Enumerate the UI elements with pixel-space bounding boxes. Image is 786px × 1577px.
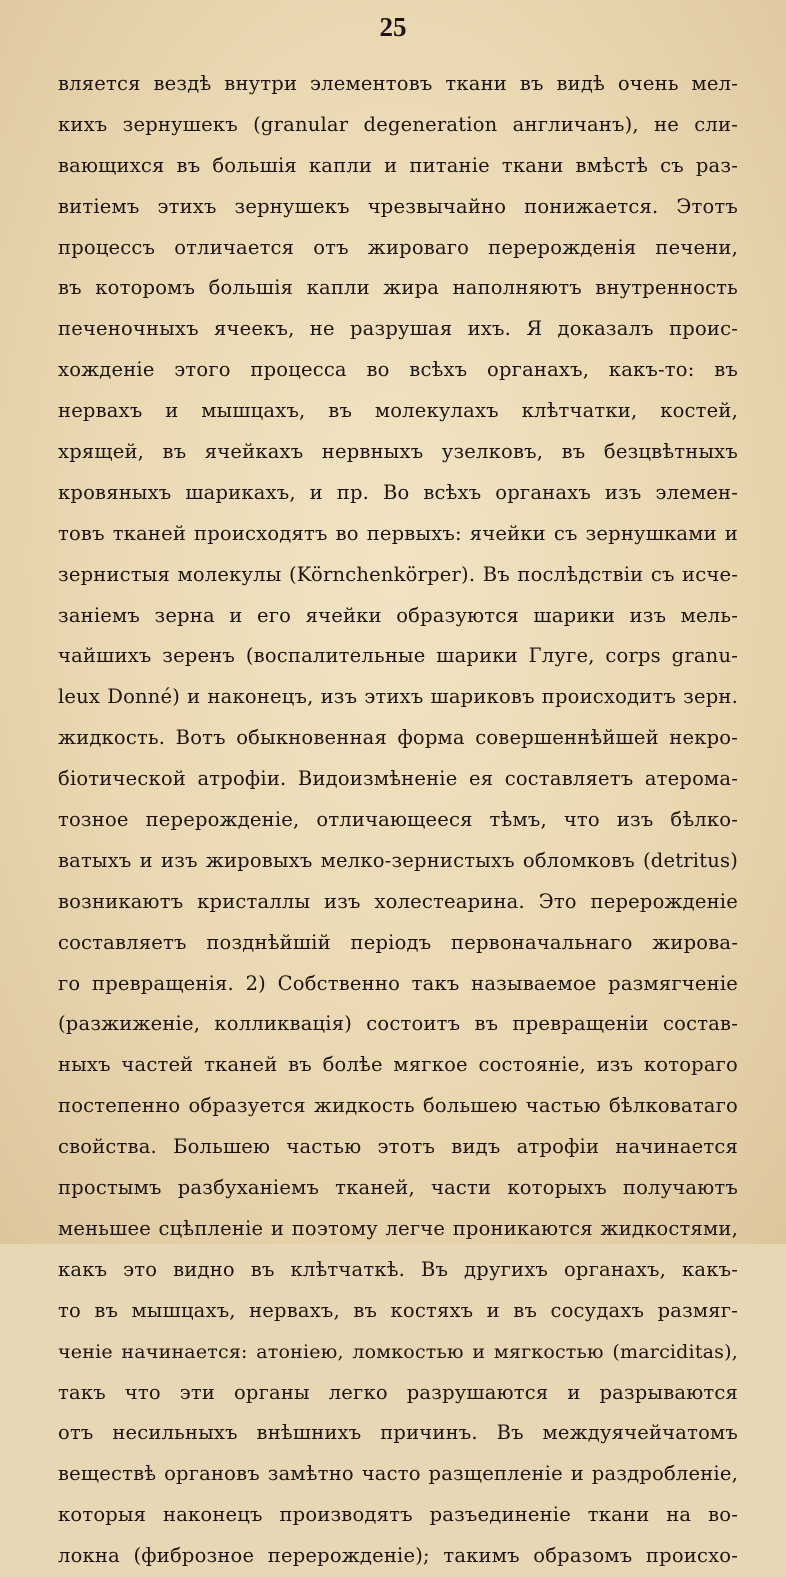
text-line: кровяныхъ шарикахъ, и пр. Во всѣхъ органахъ изъ элемен- <box>58 480 738 504</box>
text-line: leux Donné) и наконецъ, изъ этихъ шариковъ происходитъ зерн. <box>58 685 738 709</box>
text-line: кихъ зернушекъ (granular degeneration англичанъ), не сли- <box>58 112 738 136</box>
text-line: жидкость. Вотъ обыкновенная форма совершеннѣйшей некро- <box>58 726 738 750</box>
text-line: біотической атрофіи. Видоизмѣненіе ея составляетъ атерома- <box>58 767 738 791</box>
text-line: печеночныхъ ячеекъ, не разрушая ихъ. Я доказалъ проис- <box>58 317 738 341</box>
text-line: ватыхъ и изъ жировыхъ мелко-зернистыхъ обломковъ (detritus) <box>58 848 738 872</box>
text-line: меньшее сцѣпленіе и поэтому легче проникаются жидкостями, <box>58 1216 738 1240</box>
text-line: какъ это видно въ клѣтчаткѣ. Въ другихъ органахъ, какъ- <box>58 1257 738 1281</box>
text-line: веществѣ органовъ замѣтно часто разщепленіе и раздробленіе, <box>58 1462 738 1486</box>
text-line: товъ тканей происходятъ во первыхъ: ячейки съ зернушками и <box>58 521 738 545</box>
text-line: заніемъ зерна и его ячейки образуются шарики изъ мель- <box>58 603 738 627</box>
text-line: въ которомъ большія капли жира наполняютъ внутренность <box>58 276 738 300</box>
text-line: зернистыя молекулы (Körnchenkörper). Въ послѣдствіи съ исче- <box>58 562 738 586</box>
text-line: составляетъ позднѣйшій періодъ первоначальнаго жирова- <box>58 930 738 954</box>
body-text <box>58 64 738 1577</box>
text-line: нервахъ и мышцахъ, въ молекулахъ клѣтчатки, костей, <box>58 399 738 423</box>
text-line: ныхъ частей тканей въ болѣе мягкое состояніе, изъ котораго <box>58 1053 738 1077</box>
text-line: (разжиженіе, колликвація) состоитъ въ превращеніи состав- <box>58 1012 738 1036</box>
text-line: хожденіе этого процесса во всѣхъ органахъ, какъ-то: въ <box>58 358 738 382</box>
text-line: возникаютъ кристаллы изъ холестеарина. Это перерожденіе <box>58 889 738 913</box>
text-line: простымъ разбуханіемъ тканей, части которыхъ получаютъ <box>58 1176 738 1200</box>
text-line: хрящей, въ ячейкахъ нервныхъ узелковъ, въ безцвѣтныхъ <box>58 440 738 464</box>
text-line: тозное перерожденіе, отличающееся тѣмъ, что изъ бѣлко- <box>58 808 738 832</box>
text-line: постепенно образуется жидкость большею частью бѣлковатаго <box>58 1094 738 1118</box>
text-line: процессъ отличается отъ жироваго перерожденія печени, <box>58 235 738 259</box>
text-line: витіемъ этихъ зернушекъ чрезвычайно понижается. Этотъ <box>58 194 738 218</box>
text-line: то въ мышцахъ, нервахъ, въ костяхъ и въ сосудахъ размяг- <box>58 1298 738 1322</box>
page-number: 25 <box>379 12 407 42</box>
text-line: чайшихъ зеренъ (воспалительные шарики Глуге, corps granu- <box>58 644 738 668</box>
text-line: вающихся въ большія капли и питаніе ткани вмѣстѣ съ раз- <box>58 153 738 177</box>
text-line: вляется вездѣ внутри элементовъ ткани въ видѣ очень мел- <box>58 72 738 95</box>
text-line: такъ что эти органы легко разрушаются и разрываются <box>58 1380 738 1404</box>
text-line: свойства. Большею частью этотъ видъ атрофіи начинается <box>58 1135 738 1159</box>
text-line: ченіе начинается: атоніею, ломкостью и мягкостью (marciditas), <box>58 1340 738 1363</box>
text-line: локна (фиброзное перерожденіе); такимъ образомъ происхо- <box>58 1544 738 1568</box>
text-line: отъ несильныхъ внѣшнихъ причинъ. Въ междуячейчатомъ <box>58 1421 738 1445</box>
text-line: го превращенія. 2) Собственно такъ называемое размягченіе <box>58 971 738 995</box>
text-line: которыя наконецъ производятъ разъединеніе ткани на во- <box>58 1503 738 1527</box>
